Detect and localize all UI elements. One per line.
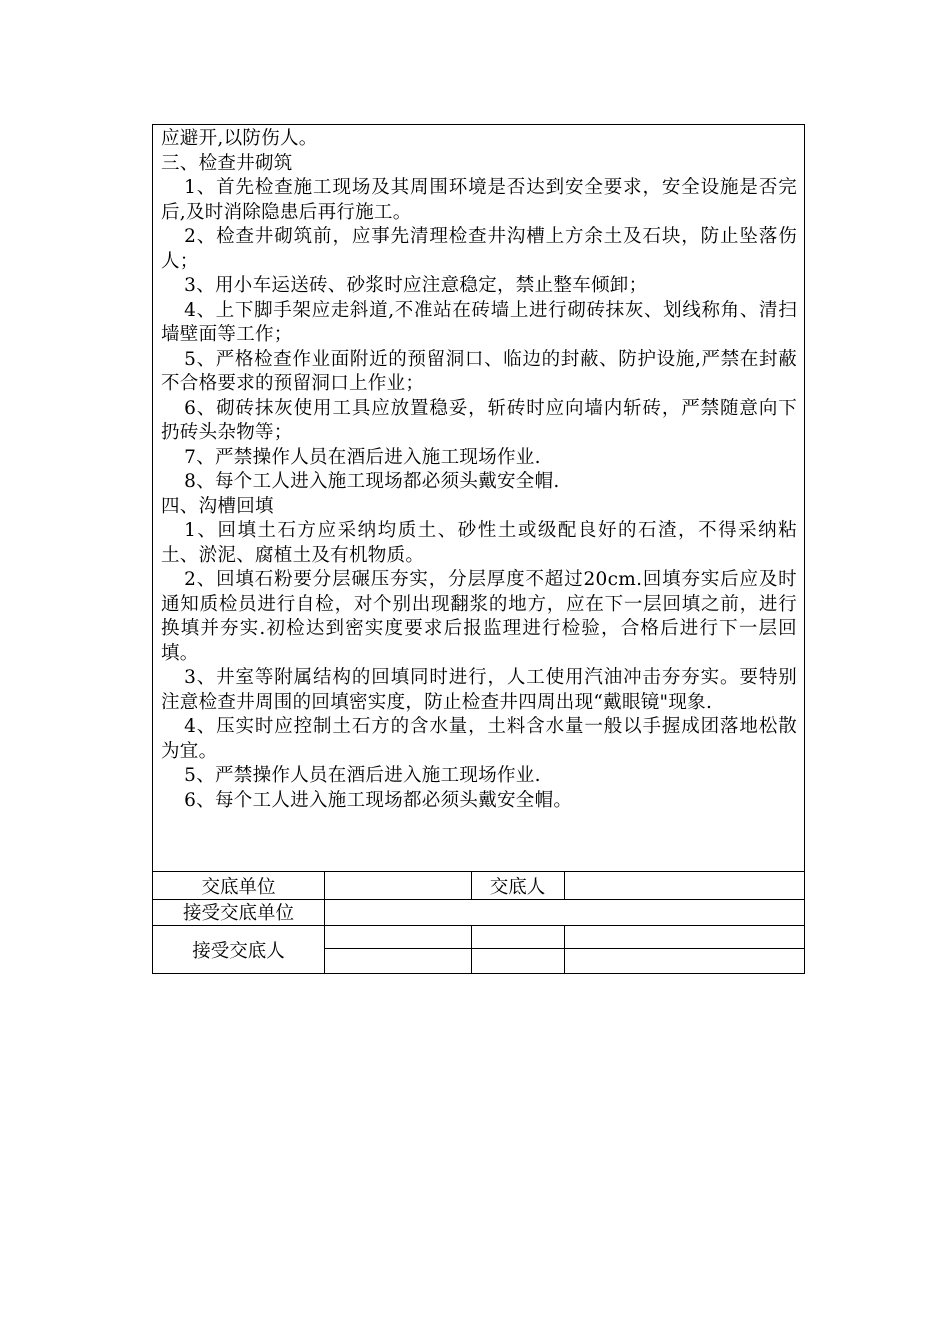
receiving-person-field[interactable] [472,925,564,948]
receiving-person-label: 接受交底人 [192,940,285,962]
document-frame [152,124,805,974]
receiving-person-field[interactable] [325,925,471,948]
list-item: 2、回填石粉要分层碾压夯实，分层厚度不超过20cm.回填夯实后应及时通知质检员进行自检，对个别出现翻浆的地方，应在下一层回填之前，进行换填并夯实.初检达到密实度要求后报监理进行检验，合格后进行下一层回填。 [161,569,797,664]
list-item: 5、严格检查作业面附近的预留洞口、临边的封蔽、防护设施,严禁在封蔽不合格要求的预留洞口上作业； [161,348,797,394]
section-heading: 三、检查井砌筑 [161,152,293,174]
section-heading: 应避开,以防伤人。 [161,128,318,149]
list-item: 2、检查井砌筑前，应事先清理检查井沟槽上方余土及石块，防止坠落伤人； [161,226,797,272]
handover-person-field[interactable] [565,872,804,899]
section-heading: 四、沟槽回填 [161,495,274,517]
body-text [161,127,797,813]
list-item: 7、严禁操作人员在酒后进入施工现场作业. [184,446,541,468]
list-item: 6、砌砖抹灰使用工具应放置稳妥，斩砖时应向墙内斩砖，严禁随意向下扔砖头杂物等； [161,397,797,443]
list-item: 4、压实时应控制土石方的含水量，土料含水量一般以手握成团落地松散为宜。 [161,716,797,762]
receiving-unit-field[interactable] [325,899,804,925]
handover-person-label: 交底人 [489,876,546,898]
handover-unit-label: 交底单位 [201,876,276,898]
receiving-person-field[interactable] [472,949,564,974]
receiving-person-field[interactable] [565,949,804,974]
list-item: 5、严禁操作人员在酒后进入施工现场作业. [184,765,541,786]
list-item: 1、首先检查施工现场及其周围环境是否达到安全要求，安全设施是否完后,及时消除隐患后再行施工。 [161,177,797,223]
receiving-unit-label: 接受交底单位 [182,903,294,924]
list-item: 6、每个工人进入施工现场都必须头戴安全帽。 [184,789,573,811]
receiving-person-field[interactable] [325,949,471,974]
receiving-person-field[interactable] [565,925,804,948]
list-item: 4、上下脚手架应走斜道,不准站在砖墙上进行砌砖抹灰、划线称角、清扫墙壁面等工作； [161,299,797,345]
list-item: 1、回填土石方应采纳均质土、砂性土或级配良好的石渣，不得采纳粘土、淤泥、腐植土及有机物质。 [161,520,797,566]
list-item: 3、井室等附属结构的回填同时进行，人工使用汽油冲击夯夯实。要特别注意检查井周围的回填密实度，防止检查井四周出现“戴眼镜"现象. [161,667,797,713]
list-item: 8、每个工人进入施工现场都必须头戴安全帽. [184,471,560,492]
signature-table [153,871,804,974]
handover-unit-field[interactable] [325,872,471,899]
list-item: 3、用小车运送砖、砂浆时应注意稳定，禁止整车倾卸； [184,275,648,296]
